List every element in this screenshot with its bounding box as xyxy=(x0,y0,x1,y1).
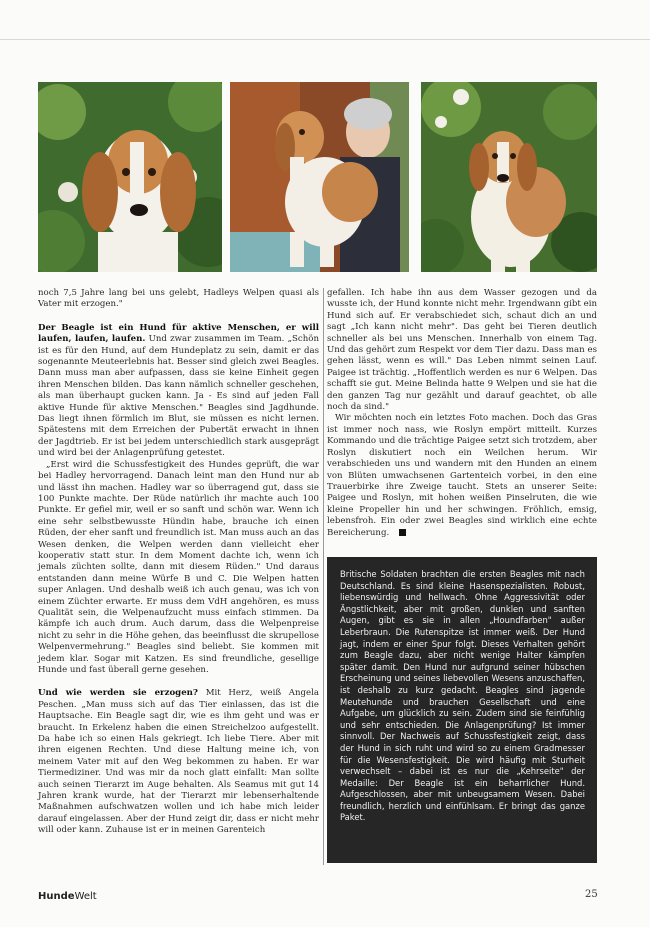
article-end-mark xyxy=(399,529,406,536)
top-divider xyxy=(0,39,650,40)
left-heading-education: Und wie werden sie erzogen? xyxy=(38,688,198,699)
logo-hunde: Hunde xyxy=(38,891,75,902)
page-number: 25 xyxy=(585,889,598,900)
left-paragraph-2-text: Und zwar zusammen im Team. „Schön ist es für den Hund, auf dem Hundeplatz zu sein, damit er das sogenannte Meuteerlebnis hat. Besser sind gleich zwei Beagles. Dann muss man aber aufpassen, dass sie keine Einheit gegen ihren Menschen bilden. Das kann nämlich schneller geschehen, als man überhaupt gucken kann. Ja - Es sind auf jeden Fall aktive Hunde für aktive Menschen." Beagles sind Jagdhunde. Das liegt ihnen förmlich im Blut, sie müssen es nicht lernen. Spätestens mit dem Erreichen der Pubertät erwacht in ihnen der Jagdtrieb. Er ist bei jedem unterschiedlich stark ausgeprägt und wird bei der Anlagenprüfung getestet. xyxy=(38,334,319,459)
info-box-text: Britische Soldaten brachten die ersten Beagles mit nach Deutschland. Es sind kleine Hasenspezialisten. Robust, liebenswürdig und hellwach. Ohne Aggressivität oder Ängstlichkeit, aber mit großen, dunklen und sanften Augen, gibt es sie in allen „Houndfarben" außer Leberbraun. Die Rutenspitze ist immer weiß. Der Hund jagt, indem er einer Spur folgt. Dieses Verhalten gehört zum Beagle dazu, aber nicht wenige Halter kämpfen später damit. Den Hund nur aufgrund seiner hübschen Erscheinung und seines liebevollen Wesens anzuschaffen, ist deshalb zu kurz gedacht. Beagles sind jagende Meutehunde und brauchen Gesellschaft und eine Aufgabe, um glücklich zu sein. Zudem sind sie feinfühlig und sehr entschieden. Die Anlagenprüfung? Ist immer sinnvoll. Der Nachweis auf Schussfestigkeit zeigt, dass der Hund in sich ruht und wird so zu einem Gradmesser für die Wesensfestigkeit. Die wird häufig mit Sturheit verwechselt – dabei ist es nur die „Kehrseite" der Medaille: Der Beagle ist ein beharrlicher Hund. Aufgeschlossen, aber mit unbeugsamem Wesen. Dabei freundlich, herzlich und einfühlsam. Er bringt das ganze Paket. xyxy=(340,569,585,823)
photo-beagle-portrait xyxy=(38,82,222,272)
left-heading-active: Der Beagle ist ein Hund für aktive Menschen, er will laufen, laufen, laufen. xyxy=(38,322,319,345)
left-paragraph-2 xyxy=(38,323,319,460)
left-paragraph-3: „Erst wird die Schussfestigkeit des Hundes geprüft, die war bei Hadley hervorragend. Danach leint man den Hund nur ab und lässt ihn machen. Hadley war so überragend gut, dass sie 100 Punkte machte. Der Rüde natürlich ihr machte auch 100 Punkte. Er gefiel mir, weil er so sanft und schön war. Wenn ich eine sehr selbstbewusste Hündin habe, brauche ich einen Rüden, der eher sanft und freundlich ist. Man muss auch an das Wesen denken, die Welpen werden dann vielleicht eher kooperativ statt stur. In dem Moment dachte ich, wenn ich jemals züchten sollte, dann mit diesem Rüden." Und daraus entstanden dann meine Würfe B und C. Die Welpen hatten super Anlagen. Und deshalb weiß ich auch genau, was ich von einem Züchter erwarte. Er muss dem VdH angehören, es muss Qualität sein, die Welpenaufzucht muss einfach stimmen. Da kämpfe ich auch drum. Auch darum, dass die Welpenpreise nicht zu sehr in die Höhe gehen, das beeinflusst die skrupellose Welpenvermehrung." Beagles sind beliebt. Sie kommen mit jedem klar. Sogar mit Katzen. Es sind freundliche, gesellige Hunde und fast überall gerne gesehen. xyxy=(38,459,319,675)
left-paragraph-1: noch 7,5 Jahre lang bei uns gelebt, Hadleys Welpen quasi als Vater mit erzogen." xyxy=(38,288,319,310)
left-paragraph-4 xyxy=(38,688,319,836)
logo-welt: Welt xyxy=(74,891,97,902)
column-divider xyxy=(323,288,324,865)
right-paragraph-2-text: Wir möchten noch ein letztes Foto machen. Doch das Gras ist immer noch nass, wie Roslyn empört mitteilt. Kurzes Kommando und die trächtige Paigee setzt sich trotzdem, aber Roslyn diskutiert noch ein Weilchen herum. Wir verabschieden uns und wandern mit den Hunden an einem von Blüten umwachsenen Gartenteich vorbei, in den eine Trauerbirke ihre Zweige taucht. Stets an unserer Seite: Paigee und Roslyn, mit hohen weißen Pinselruten, die wie kleine Propeller hin und her schwingen. Fröhlich, emsig, lebensfroh. Ein oder zwei Beagles sind wirklich eine echte Bereicherung. xyxy=(327,413,597,538)
left-column xyxy=(38,288,319,837)
magazine-logo xyxy=(38,891,97,902)
photo-beagle-sitting xyxy=(421,82,597,272)
left-paragraph-4-text: Mit Herz, weiß Angela Peschen. „Man muss sich auf das Tier einlassen, das ist die Hauptsache. Ein Beagle sagt dir, wie es ihm geht und was er braucht. In Erkelenz haben die einen Streichelzoo aufgestellt. Da habe ich so einen Hals gekriegt. Ich liebe Tiere. Aber mit ihren eigenen Rechten. Und diese Haltung meine ich, von meinem Vater mit auf den Weg bekommen zu haben. Er war Tiermediziner. Und was mir da noch glatt einfallt: Man sollte auch seinen Tierarzt im Auge behalten. Als Seamus mit gut 14 Jahren krank wurde, hat der Tierarzt mir lebenserhaltende Maßnahmen aufschwatzen wollen und ich habe mich leider darauf eingelassen. Aber der Hund zeigt dir, dass er nicht mehr will oder kann. Zuhause ist er in meinen Garenteich xyxy=(38,688,319,836)
info-box xyxy=(327,557,597,863)
right-column xyxy=(327,288,597,539)
right-paragraph-1: gefallen. Ich habe ihn aus dem Wasser gezogen und da wusste ich, der Hund konnte nicht mehr. Irgendwann gibt ein Hund sich auf. Er verabschiedet sich, schaut dich an und sagt „Ich kann nicht mehr". Das geht bei Tieren deutlich schneller als bei uns Menschen. Innerhalb von einem Tag. Und das gehört zum Respekt vor dem Tier dazu. Dass man es gehen lässt, wenn es will." Das Leben nimmt seinen Lauf. Paigee ist trächtig. „Hoffentlich werden es nur 6 Welpen. Das schafft sie gut. Meine Belinda hatte 9 Welpen und sie hat die den ganzen Tag nur gezählt und darauf geachtet, ob alle noch da sind." xyxy=(327,288,597,413)
right-paragraph-2 xyxy=(327,413,597,538)
photo-beagle-with-woman xyxy=(230,82,409,272)
